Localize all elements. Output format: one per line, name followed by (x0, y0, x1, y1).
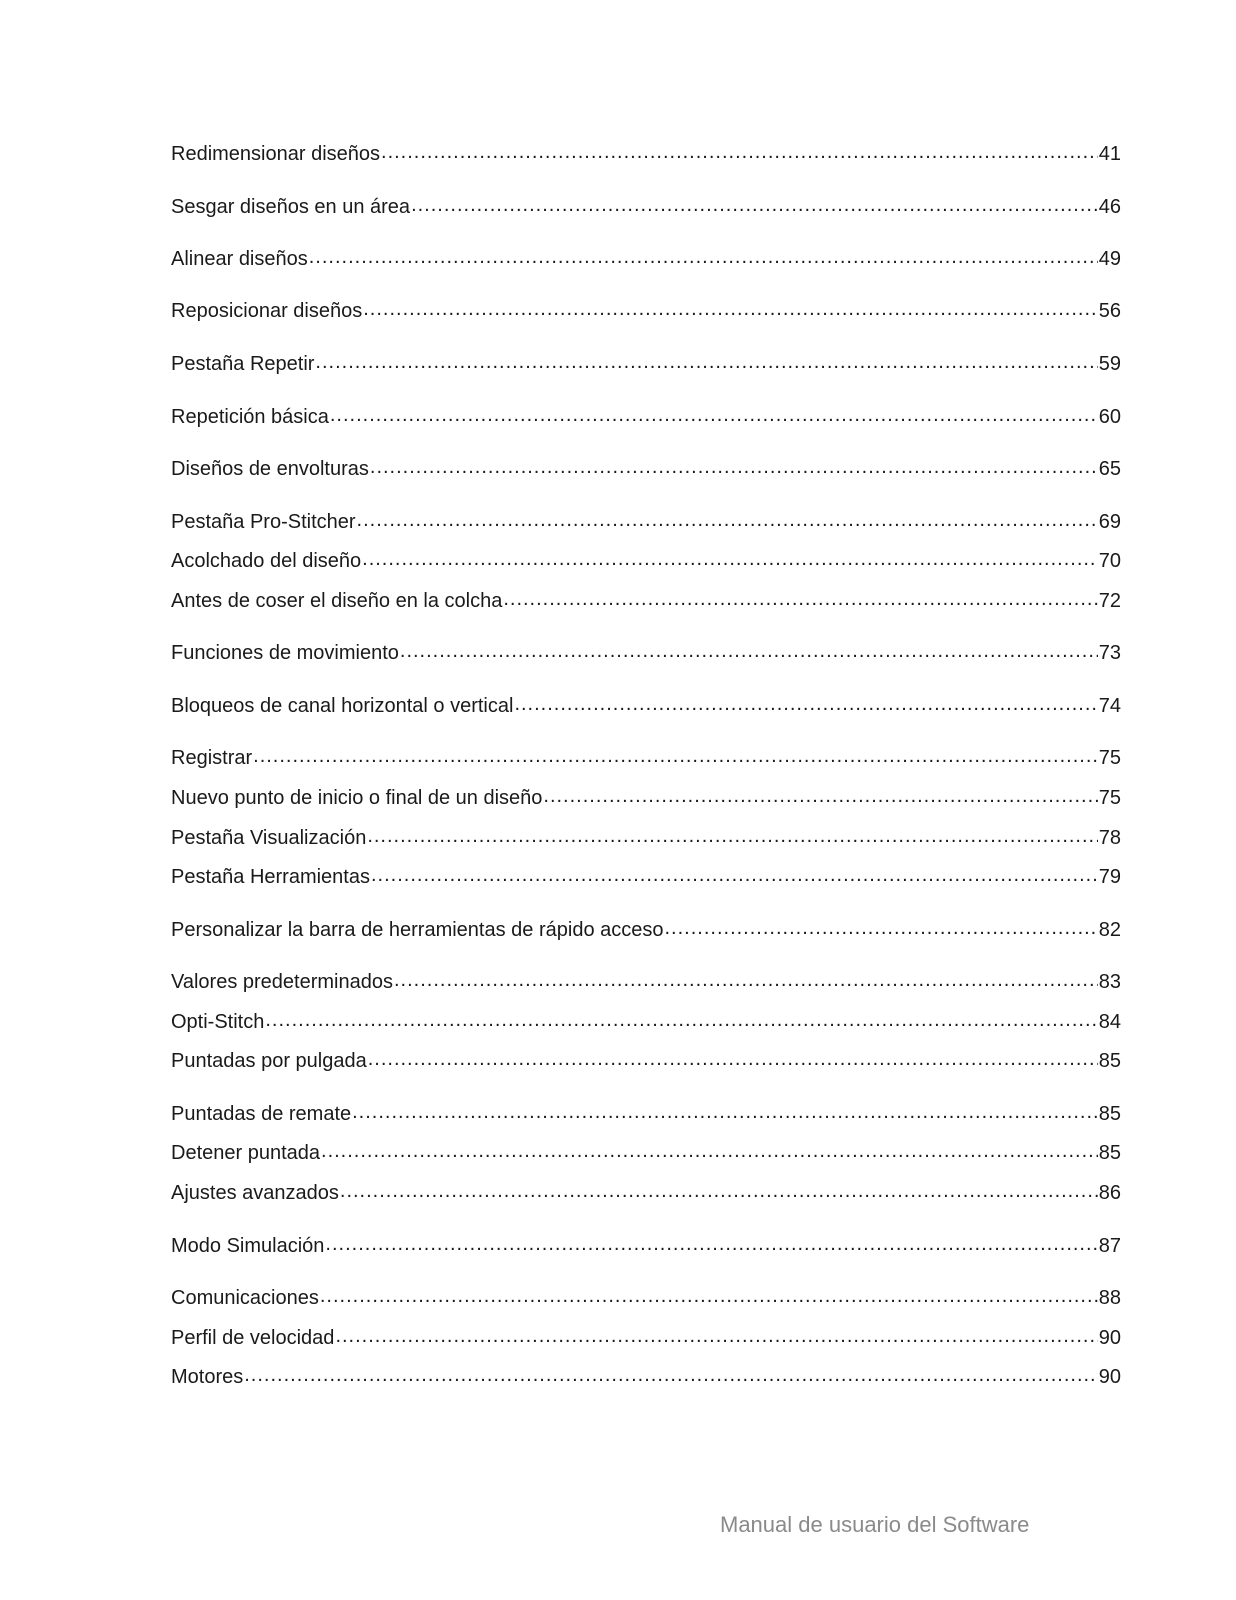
toc-dot-leader (315, 347, 1097, 377)
toc-entry[interactable] (171, 691, 1121, 721)
toc-dot-leader (335, 1321, 1097, 1351)
toc-entry-page: 78 (1098, 827, 1121, 849)
toc-entry-title: Perfil de velocidad (171, 1327, 335, 1349)
toc-entry-page: 85 (1098, 1103, 1121, 1125)
toc-dot-leader (330, 400, 1098, 430)
toc-dot-leader (503, 584, 1097, 614)
toc-entry-page: 75 (1098, 747, 1121, 769)
toc-dot-leader (265, 1005, 1097, 1035)
toc-entry-title: Detener puntada (171, 1142, 321, 1164)
toc-entry-page: 90 (1098, 1366, 1121, 1388)
toc-entry[interactable] (171, 546, 1121, 576)
toc-entry[interactable] (171, 862, 1121, 892)
toc-entry[interactable] (171, 1283, 1121, 1313)
toc-entry[interactable] (171, 507, 1121, 537)
toc-entry-page: 79 (1098, 866, 1121, 888)
toc-entry-page: 73 (1098, 642, 1121, 664)
toc-dot-leader (394, 965, 1098, 995)
toc-entry[interactable] (171, 454, 1121, 484)
toc-entry[interactable] (171, 1099, 1121, 1129)
toc-entry[interactable] (171, 1362, 1121, 1392)
toc-entry-page: 84 (1098, 1011, 1121, 1033)
toc-dot-leader (340, 1176, 1098, 1206)
toc-entry-title: Personalizar la barra de herramientas de rápido acceso (171, 919, 664, 941)
toc-entry[interactable] (171, 1007, 1121, 1037)
toc-entry-page: 70 (1098, 550, 1121, 572)
toc-entry-page: 60 (1098, 406, 1121, 428)
toc-entry-page: 65 (1098, 458, 1121, 480)
toc-entry-title: Bloqueos de canal horizontal o vertical (171, 695, 514, 717)
toc-entry[interactable] (171, 139, 1121, 169)
toc-entry-page: 59 (1098, 353, 1121, 375)
toc-entry-title: Reposicionar diseños (171, 300, 363, 322)
toc-entry-title: Puntadas de remate (171, 1103, 352, 1125)
toc-dot-leader (381, 137, 1098, 167)
toc-entry-page: 85 (1098, 1050, 1121, 1072)
toc-dot-leader (309, 242, 1098, 272)
toc-entry[interactable] (171, 586, 1121, 616)
toc-entry-title: Pestaña Herramientas (171, 866, 370, 888)
toc-entry-title: Funciones de movimiento (171, 642, 399, 664)
toc-entry[interactable] (171, 1178, 1121, 1208)
toc-entry-title: Opti-Stitch (171, 1011, 265, 1033)
toc-entry-title: Registrar (171, 747, 253, 769)
toc-dot-leader (367, 821, 1097, 851)
toc-dot-leader (368, 1044, 1098, 1074)
toc-dot-leader (352, 1097, 1098, 1127)
toc-dot-leader (543, 781, 1097, 811)
toc-dot-leader (400, 636, 1098, 666)
toc-entry[interactable] (171, 823, 1121, 853)
toc-entry-page: 82 (1098, 919, 1121, 941)
toc-entry-title: Acolchado del diseño (171, 550, 362, 572)
toc-dot-leader (244, 1360, 1098, 1390)
toc-entry[interactable] (171, 244, 1121, 274)
toc-entry-page: 46 (1098, 196, 1121, 218)
toc-entry-title: Puntadas por pulgada (171, 1050, 367, 1072)
toc-dot-leader (371, 860, 1098, 890)
toc-entry[interactable] (171, 402, 1121, 432)
toc-entry-page: 56 (1098, 300, 1121, 322)
toc-entry-page: 85 (1098, 1142, 1121, 1164)
toc-dot-leader (362, 544, 1098, 574)
page-footer: Manual de usuario del Software (720, 1512, 1030, 1537)
toc-entry-page: 49 (1098, 248, 1121, 270)
toc-entry-page: 87 (1098, 1235, 1121, 1257)
toc-entry-title: Ajustes avanzados (171, 1182, 339, 1204)
toc-entry-title: Pestaña Visualización (171, 827, 367, 849)
toc-dot-leader (665, 913, 1098, 943)
toc-dot-leader (363, 294, 1098, 324)
toc-entry-page: 90 (1098, 1327, 1121, 1349)
toc-entry-page: 86 (1098, 1182, 1121, 1204)
toc-entry[interactable] (171, 743, 1121, 773)
toc-entry[interactable] (171, 192, 1121, 222)
toc-entry[interactable] (171, 967, 1121, 997)
toc-entry-page: 83 (1098, 971, 1121, 993)
toc-entry[interactable] (171, 1323, 1121, 1353)
toc-entry[interactable] (171, 638, 1121, 668)
toc-entry-title: Pestaña Pro-Stitcher (171, 511, 356, 533)
toc-dot-leader (325, 1229, 1097, 1259)
toc-entry-title: Comunicaciones (171, 1287, 319, 1309)
toc-entry-title: Valores predeterminados (171, 971, 393, 993)
toc-entry-title: Redimensionar diseños (171, 143, 381, 165)
toc-entry-title: Sesgar diseños en un área (171, 196, 411, 218)
toc-dot-leader (321, 1136, 1098, 1166)
toc-entry-page: 75 (1098, 787, 1121, 809)
toc-entry-page: 69 (1098, 511, 1121, 533)
toc-entry[interactable] (171, 915, 1121, 945)
toc-dot-leader (514, 689, 1097, 719)
toc-entry[interactable] (171, 1231, 1121, 1261)
toc-entry[interactable] (171, 349, 1121, 379)
toc-dot-leader (253, 741, 1098, 771)
toc-entry-title: Motores (171, 1366, 244, 1388)
toc-entry[interactable] (171, 296, 1121, 326)
toc-dot-leader (320, 1281, 1098, 1311)
toc-entry-title: Repetición básica (171, 406, 329, 428)
toc-entry-page: 72 (1098, 590, 1121, 612)
toc-entry-title: Diseños de envolturas (171, 458, 369, 480)
toc-entry-title: Alinear diseños (171, 248, 308, 270)
toc-dot-leader (370, 452, 1098, 482)
toc-entry-page: 88 (1098, 1287, 1121, 1309)
toc-dot-leader (411, 190, 1098, 220)
toc-entry-title: Antes de coser el diseño en la colcha (171, 590, 503, 612)
toc-entry-title: Modo Simulación (171, 1235, 325, 1257)
toc-entry[interactable] (171, 1046, 1121, 1076)
toc-dot-leader (357, 505, 1098, 535)
toc-entry-page: 41 (1098, 143, 1121, 165)
toc-entry[interactable] (171, 783, 1121, 813)
toc-entry[interactable] (171, 1138, 1121, 1168)
toc-entry-page: 74 (1098, 695, 1121, 717)
toc-entry-title: Pestaña Repetir (171, 353, 315, 375)
toc-entry-title: Nuevo punto de inicio o final de un diseño (171, 787, 543, 809)
